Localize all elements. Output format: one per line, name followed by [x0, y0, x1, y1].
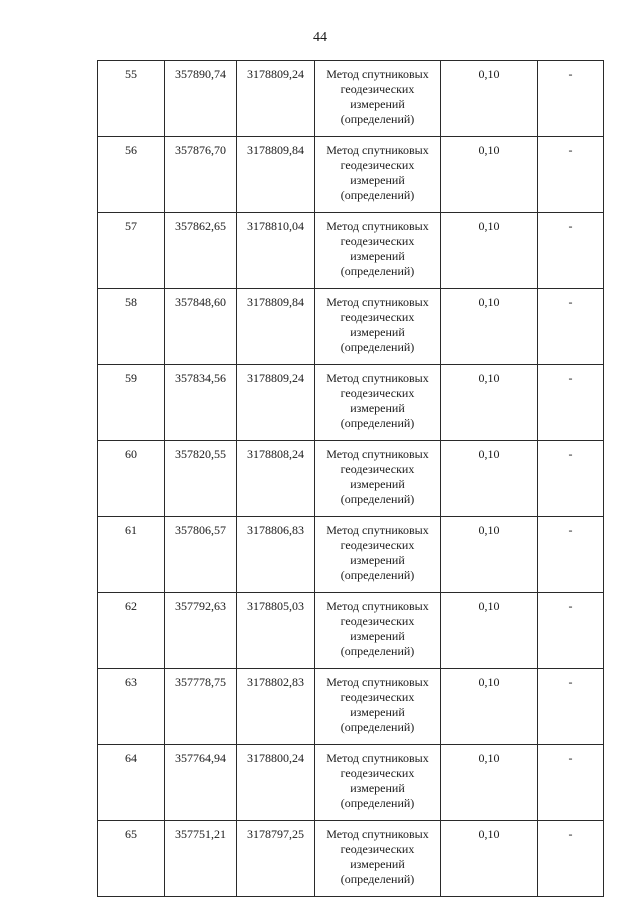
point-number-cell: 65 [98, 821, 165, 897]
extra-cell: - [538, 289, 604, 365]
method-line: (определений) [340, 720, 415, 734]
method-line: измерений [350, 705, 405, 719]
method-line: измерений [350, 97, 405, 111]
point-number-cell: 60 [98, 441, 165, 517]
table-row [98, 745, 604, 821]
method-line: (определений) [340, 264, 415, 278]
method-line: геодезических [340, 842, 415, 856]
method-cell [315, 669, 441, 745]
method-line: геодезических [340, 234, 415, 248]
method-line: Метод спутниковых [326, 447, 429, 461]
method-line: измерений [350, 629, 405, 643]
method-cell [315, 593, 441, 669]
point-number-cell: 57 [98, 213, 165, 289]
coordinate-x-cell: 357862,65 [165, 213, 237, 289]
method-cell [315, 137, 441, 213]
method-cell [315, 517, 441, 593]
coordinates-table [97, 60, 604, 897]
precision-cell: 0,10 [441, 593, 538, 669]
extra-cell: - [538, 821, 604, 897]
method-line: измерений [350, 781, 405, 795]
table-row [98, 289, 604, 365]
table-row [98, 441, 604, 517]
method-cell [315, 365, 441, 441]
precision-cell: 0,10 [441, 517, 538, 593]
method-line: (определений) [340, 112, 415, 126]
table-row [98, 517, 604, 593]
method-line: (определений) [340, 644, 415, 658]
coordinate-y-cell: 3178802,83 [237, 669, 315, 745]
method-line: измерений [350, 325, 405, 339]
coordinate-x-cell: 357764,94 [165, 745, 237, 821]
coordinate-x-cell: 357778,75 [165, 669, 237, 745]
coordinate-x-cell: 357820,55 [165, 441, 237, 517]
point-number-cell: 63 [98, 669, 165, 745]
method-line: геодезических [340, 538, 415, 552]
extra-cell: - [538, 213, 604, 289]
method-line: Метод спутниковых [326, 751, 429, 765]
method-line: измерений [350, 477, 405, 491]
table-row [98, 365, 604, 441]
point-number-cell: 59 [98, 365, 165, 441]
method-line: Метод спутниковых [326, 219, 429, 233]
coordinate-y-cell: 3178806,83 [237, 517, 315, 593]
method-line: (определений) [340, 416, 415, 430]
point-number-cell: 62 [98, 593, 165, 669]
precision-cell: 0,10 [441, 365, 538, 441]
table-row [98, 669, 604, 745]
method-cell [315, 441, 441, 517]
table-row [98, 61, 604, 137]
page-number: 44 [313, 30, 327, 45]
method-line: геодезических [340, 766, 415, 780]
method-line: измерений [350, 173, 405, 187]
coordinate-y-cell: 3178810,04 [237, 213, 315, 289]
precision-cell: 0,10 [441, 745, 538, 821]
precision-cell: 0,10 [441, 669, 538, 745]
extra-cell: - [538, 593, 604, 669]
method-cell [315, 745, 441, 821]
method-line: геодезических [340, 462, 415, 476]
coordinate-y-cell: 3178808,24 [237, 441, 315, 517]
method-line: геодезических [340, 310, 415, 324]
coordinate-x-cell: 357792,63 [165, 593, 237, 669]
coordinate-x-cell: 357876,70 [165, 137, 237, 213]
point-number-cell: 55 [98, 61, 165, 137]
method-line: Метод спутниковых [326, 675, 429, 689]
method-line: (определений) [340, 188, 415, 202]
method-line: Метод спутниковых [326, 143, 429, 157]
coordinate-y-cell: 3178809,24 [237, 365, 315, 441]
method-line: Метод спутниковых [326, 371, 429, 385]
method-line: геодезических [340, 158, 415, 172]
extra-cell: - [538, 441, 604, 517]
coordinates-table-body [98, 61, 604, 897]
coordinate-x-cell: 357848,60 [165, 289, 237, 365]
method-cell [315, 821, 441, 897]
precision-cell: 0,10 [441, 137, 538, 213]
extra-cell: - [538, 517, 604, 593]
method-line: (определений) [340, 568, 415, 582]
table-row [98, 821, 604, 897]
table-row [98, 137, 604, 213]
method-line: Метод спутниковых [326, 295, 429, 309]
coordinate-x-cell: 357751,21 [165, 821, 237, 897]
method-line: геодезических [340, 690, 415, 704]
method-line: (определений) [340, 872, 415, 886]
method-line: геодезических [340, 82, 415, 96]
method-line: Метод спутниковых [326, 827, 429, 841]
method-cell [315, 289, 441, 365]
point-number-cell: 64 [98, 745, 165, 821]
coordinate-y-cell: 3178800,24 [237, 745, 315, 821]
method-line: (определений) [340, 340, 415, 354]
coordinate-x-cell: 357834,56 [165, 365, 237, 441]
method-cell [315, 61, 441, 137]
precision-cell: 0,10 [441, 821, 538, 897]
extra-cell: - [538, 745, 604, 821]
coordinate-y-cell: 3178809,84 [237, 289, 315, 365]
method-cell [315, 213, 441, 289]
method-line: Метод спутниковых [326, 599, 429, 613]
coordinate-x-cell: 357890,74 [165, 61, 237, 137]
precision-cell: 0,10 [441, 213, 538, 289]
method-line: Метод спутниковых [326, 67, 429, 81]
precision-cell: 0,10 [441, 289, 538, 365]
precision-cell: 0,10 [441, 441, 538, 517]
coordinate-y-cell: 3178809,84 [237, 137, 315, 213]
table-row [98, 593, 604, 669]
method-line: измерений [350, 857, 405, 871]
extra-cell: - [538, 61, 604, 137]
coordinate-y-cell: 3178805,03 [237, 593, 315, 669]
table-row [98, 213, 604, 289]
method-line: геодезических [340, 386, 415, 400]
extra-cell: - [538, 137, 604, 213]
coordinate-x-cell: 357806,57 [165, 517, 237, 593]
method-line: измерений [350, 249, 405, 263]
point-number-cell: 56 [98, 137, 165, 213]
precision-cell: 0,10 [441, 61, 538, 137]
method-line: (определений) [340, 796, 415, 810]
point-number-cell: 58 [98, 289, 165, 365]
method-line: (определений) [340, 492, 415, 506]
extra-cell: - [538, 365, 604, 441]
method-line: геодезических [340, 614, 415, 628]
coordinate-y-cell: 3178797,25 [237, 821, 315, 897]
extra-cell: - [538, 669, 604, 745]
method-line: измерений [350, 401, 405, 415]
point-number-cell: 61 [98, 517, 165, 593]
coordinate-y-cell: 3178809,24 [237, 61, 315, 137]
method-line: Метод спутниковых [326, 523, 429, 537]
method-line: измерений [350, 553, 405, 567]
